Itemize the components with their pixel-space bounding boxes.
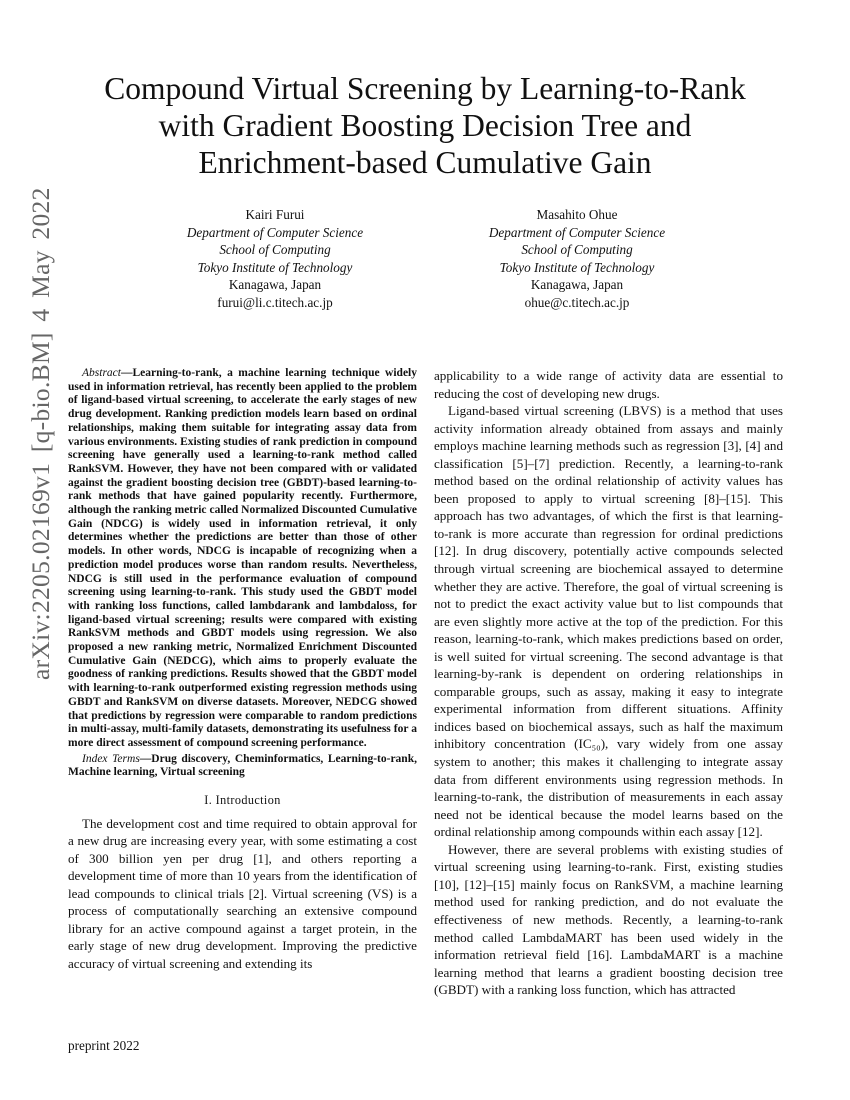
index-terms-text: —Drug discovery, Cheminformatics, Learning-to-rank, Machine learning, Virtual screening	[68, 752, 417, 779]
author-name: Masahito Ohue	[536, 207, 618, 222]
title-line: with Gradient Boosting Decision Tree and	[158, 108, 692, 143]
author-school: School of Computing	[521, 242, 633, 258]
author-institute: Tokyo Institute of Technology	[197, 259, 353, 275]
author-email: furui@li.c.titech.ac.jp	[217, 294, 333, 310]
body-paragraph: Ligand-based virtual screening (LBVS) is a method that uses activity information already obtained from assays and mainly employs machine learning methods such as regression [3], [4] and classification [5]–[7] prediction. Recently, a learning-to-rank method based on the ordinal relationship of activity values has been proposed to apply to virtual screening [8]–[15]. This approach has two advantages, of which the first is that learning-to-rank is more accurate than regression for ordinal predictions [12]. In drug discovery, potentially active compounds selected through virtual screening are biochemical assayed to determine whether they are active. Therefore, the goal of virtual screening is not to predict the exact activity value but to list compounds that are even slightly more active at the top of the prediction. For this reason, learning-to-rank, which makes predictions based on order, is well suited for virtual screening. The second advantage is that learning-by-rank is dependent on ordering relationships in comparable groups, such as assay, making it easy to integrate experimental information from different situations. Affinity indices based on biochemical assays, such as half the maximum inhibitory concentration (IC₅₀), vary widely from one assay system to another; this makes it challenging to integrate assay data from different environments using regression methods. In learning-to-rank, the distribution of measurements in each assay need not be identical because the model learns based on the ordinal relationship among compounds within each assay [12].	[434, 403, 783, 840]
author-institute: Tokyo Institute of Technology	[499, 259, 655, 275]
right-column	[434, 367, 783, 999]
abstract-label: Abstract	[82, 367, 121, 379]
body-paragraph: applicability to a wide range of activity data are essential to reducing the cost of developing new drugs.	[434, 368, 783, 401]
index-terms-label: Index Terms	[82, 752, 140, 765]
title-line: Compound Virtual Screening by Learning-to-Rank	[104, 71, 746, 106]
abstract-text: —Learning-to-rank, a machine learning technique widely used in information retrieval, has recently been applied to the problem of ligand-based virtual screening, to accelerate the early stages of new drug development. Ranking prediction models learn based on ordinal relationships, making them suitable for integrating assay data from various environments. Existing studies of rank prediction in compound screening have generally used a learning-to-rank method called RankSVM. However, they have not been compared with or validated against the gradient boosting decision tree (GBDT)-based learning-to-rank methods that have gained popularity recently. Furthermore, although the ranking metric called Normalized Discounted Cumulative Gain (NDCG) is widely used in information retrieval, it only determines whether the predictions are better than those of other models. In other words, NDCG is incapable of recognizing when a prediction model produces worse than random results. Nevertheless, NDCG is still used in the performance evaluation of compound screening using learning-to-rank. This study used the GBDT model with ranking loss functions, called lambdarank and lambdaloss, for ligand-based virtual screening; results were compared with existing RankSVM methods and GBDT models using regression. We also proposed a new ranking metric, Normalized Enrichment Discounted Cumulative Gain (NEDCG), which aims to properly evaluate the goodness of ranking predictions. Results showed that the GBDT model with learning-to-rank outperformed existing regression methods using GBDT and RankSVM on diverse datasets. Moreover, NEDCG showed that predictions by regression were comparable to random predictions in multi-assay, multi-family datasets, demonstrating its usefulness for a more direct assessment of compound screening performance.	[68, 367, 417, 749]
index-terms	[68, 753, 417, 780]
author-department: Department of Computer Science	[488, 224, 666, 240]
section-heading: I. Introduction	[204, 793, 281, 808]
paper-title	[60, 70, 790, 181]
arxiv-stamp: arXiv:2205.02169v1 [q-bio.BM] 4 May 2022	[26, 187, 55, 680]
body-paragraph: However, there are several problems with existing studies of virtual screening using learning-to-rank. First, existing studies [10], [12]–[15] mainly focus on RankSVM, a machine learning method used for ranking prediction, and do not evaluate the effectiveness of new methods. Recently, a learning-to-rank method called LambdaMART has been used widely in the information retrieval field [16]. LambdaMART is a machine learning method that learns a gradient boosting decision tree (GBDT) with a ranking loss function, which has attracted	[434, 841, 783, 998]
author-email: ohue@c.titech.ac.jp	[524, 294, 630, 310]
author-school: School of Computing	[219, 242, 331, 258]
abstract	[68, 367, 417, 751]
author-block-1	[125, 206, 425, 312]
author-location: Kanagawa, Japan	[530, 277, 624, 293]
page-footer: preprint 2022	[68, 1038, 140, 1053]
author-block-2	[427, 206, 727, 312]
author-name: Kairi Furui	[245, 207, 305, 222]
author-department: Department of Computer Science	[186, 224, 364, 240]
body-paragraph: The development cost and time required to obtain approval for a new drug are increasing every year, with some estimating a cost of 300 billion yen per drug [1], and others reporting a development time of more than 10 years from the identification of lead compounds to clinical trials [2]. Virtual screening (VS) is a process of computationally searching an extensive compound library for an active compound against a target protein, in the early stage of new drug development. Improving the predictive accuracy of virtual screening and extending its	[68, 815, 417, 972]
author-location: Kanagawa, Japan	[228, 277, 322, 293]
title-line: Enrichment-based Cumulative Gain	[198, 145, 652, 180]
left-column	[68, 367, 417, 973]
